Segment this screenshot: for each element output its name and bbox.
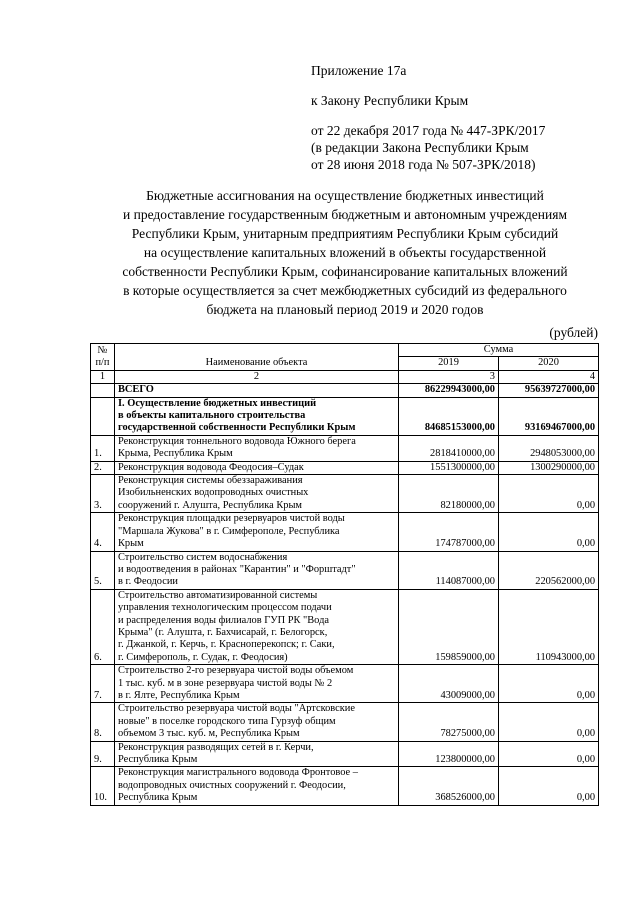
object-name xyxy=(115,665,399,703)
table-row xyxy=(91,767,599,805)
object-name xyxy=(115,703,399,741)
object-name xyxy=(115,513,399,551)
table-row xyxy=(91,551,599,589)
header-number xyxy=(91,344,115,371)
object-name-line: 1 тыс. куб. м в зоне резервуара чистой воды № 2 xyxy=(118,677,333,689)
amount-2019: 114087000,00 xyxy=(399,551,499,589)
amount-2020: 0,00 xyxy=(499,475,599,513)
amount-2020: 110943000,00 xyxy=(499,589,599,664)
object-name-line: г. Симферополь, г. Судак, г. Феодосия) xyxy=(118,651,288,663)
object-name-line: Реконструкция разводящих сетей в г. Керчи, xyxy=(118,741,314,753)
header-year-2019: 2019 xyxy=(399,357,499,370)
row-number: 8. xyxy=(91,703,115,741)
row-number: 6. xyxy=(91,589,115,664)
amount-2019: 78275000,00 xyxy=(399,703,499,741)
column-number: 2 xyxy=(115,370,399,383)
object-name-line: Республика Крым xyxy=(118,792,198,804)
row-number: 5. xyxy=(91,551,115,589)
title-line: бюджета на плановый период 2019 и 2020 годов xyxy=(206,302,484,317)
amount-2019: 368526000,00 xyxy=(399,767,499,805)
row-number: 7. xyxy=(91,665,115,703)
table-row xyxy=(91,475,599,513)
header-number-label: № xyxy=(97,345,108,356)
total-2020: 95639727000,00 xyxy=(499,384,599,397)
section-title-line: в объекты капитального строительства xyxy=(118,410,306,422)
title-line: и предоставление государственным бюджетным и автономным учреждениям xyxy=(123,207,567,222)
header-object-name: Наименование объекта xyxy=(115,344,399,371)
object-name xyxy=(115,435,399,461)
column-number: 1 xyxy=(91,370,115,383)
object-name-line: Крыма" (г. Алушта, г. Бахчисарай, г. Белогорск, xyxy=(118,626,328,638)
column-number: 3 xyxy=(399,370,499,383)
object-name-line: Республика Крым xyxy=(118,754,198,765)
amount-2019: 43009000,00 xyxy=(399,665,499,703)
amount-2020: 0,00 xyxy=(499,665,599,703)
section-2019: 84685153000,00 xyxy=(399,397,499,435)
object-name-line: в г. Ялте, Республика Крым xyxy=(118,689,240,701)
object-name-line: управления технологическим процессом подачи xyxy=(118,602,332,614)
object-name-line: Реконструкция водовода Феодосия–Судак xyxy=(118,461,304,473)
row-number: 9. xyxy=(91,741,115,767)
object-name-line: сооружений г. Алушта, Республика Крым xyxy=(118,499,302,511)
object-name-line: "Маршала Жукова" в г. Симферополе, Республика xyxy=(118,525,340,537)
object-name-line: Реконструкция площадки резервуаров чистой воды xyxy=(118,513,345,525)
object-name xyxy=(115,767,399,805)
section-title xyxy=(115,397,399,435)
object-name-line: и распределения воды филиалов ГУП РК "Вода xyxy=(118,614,329,626)
table-row xyxy=(91,741,599,767)
title-line: на осуществление капитальных вложений в объекты государственной xyxy=(143,245,547,260)
total-2019: 86229943000,00 xyxy=(399,384,499,397)
object-name-line: и водоотведения в районах "Карантин" и "Форштадт" xyxy=(118,563,356,575)
appendix-number: Приложение 17а xyxy=(311,63,407,78)
object-name-line: объемом 3 тыс. куб. м, Республика Крым xyxy=(118,728,300,740)
row-number: 2. xyxy=(91,461,115,474)
currency-unit: (рублей) xyxy=(549,325,598,340)
appendix-header xyxy=(311,62,611,173)
object-name-line: Строительство систем водоснабжения xyxy=(118,551,288,563)
section-title-line: государственной собственности Республики Крым xyxy=(118,422,356,434)
object-name-line: г. Джанкой, г. Керчь, г. Красноперекопск; г. Саки, xyxy=(118,639,335,651)
column-number: 4 xyxy=(499,370,599,383)
section-row xyxy=(91,397,599,435)
header-year-2020: 2020 xyxy=(499,357,599,370)
amount-2019: 159859000,00 xyxy=(399,589,499,664)
amount-2019: 82180000,00 xyxy=(399,475,499,513)
row-number: 10. xyxy=(91,767,115,805)
total-row xyxy=(91,384,599,397)
amount-2020: 1300290000,00 xyxy=(499,461,599,474)
amount-2020: 0,00 xyxy=(499,741,599,767)
row-number: 4. xyxy=(91,513,115,551)
section-number xyxy=(91,397,115,435)
object-name xyxy=(115,589,399,664)
amount-2020: 2948053000,00 xyxy=(499,435,599,461)
appendix-revision: (в редакции Закона Республики Крым xyxy=(311,140,529,155)
total-number xyxy=(91,384,115,397)
appendix-revision-date: от 28 июня 2018 года № 507-ЗРК/2018) xyxy=(311,157,536,172)
budget-table xyxy=(90,343,599,806)
amount-2019: 1551300000,00 xyxy=(399,461,499,474)
header-number-sublabel: п/п xyxy=(95,357,110,369)
object-name-line: в г. Феодосии xyxy=(118,576,178,588)
object-name xyxy=(115,741,399,767)
object-name xyxy=(115,475,399,513)
title-line: собственности Республики Крым, софинансирование капитальных вложений xyxy=(122,264,568,279)
object-name-line: Крыма, Республика Крым xyxy=(118,448,233,460)
table-row xyxy=(91,435,599,461)
row-number: 1. xyxy=(91,435,115,461)
amount-2019: 2818410000,00 xyxy=(399,435,499,461)
table-row xyxy=(91,513,599,551)
amount-2019: 174787000,00 xyxy=(399,513,499,551)
object-name-line: Крым xyxy=(118,538,144,550)
total-label: ВСЕГО xyxy=(115,384,399,397)
object-name xyxy=(115,551,399,589)
amount-2020: 0,00 xyxy=(499,513,599,551)
amount-2019: 123800000,00 xyxy=(399,741,499,767)
object-name-line: Строительство резервуара чистой воды "Артсковские xyxy=(118,703,355,715)
object-name xyxy=(115,461,399,474)
object-name-line: Реконструкция тоннельного водовода Южного берега xyxy=(118,435,356,447)
appendix-law: к Закону Республики Крым xyxy=(311,93,469,108)
title-line: Бюджетные ассигнования на осуществление бюджетных инвестиций xyxy=(146,188,544,203)
section-title-line: I. Осуществление бюджетных инвестиций xyxy=(118,397,317,409)
object-name-line: Строительство 2-го резервуара чистой воды объемом xyxy=(118,665,354,677)
column-number-row xyxy=(91,370,599,383)
table-row xyxy=(91,703,599,741)
amount-2020: 0,00 xyxy=(499,767,599,805)
table-header-row xyxy=(91,344,599,357)
object-name-line: водопроводных очистных сооружений г. Феодосии, xyxy=(118,779,346,791)
title-line: в которые осуществляется за счет межбюджетных субсидий из федерального xyxy=(123,283,567,298)
appendix-law-date: от 22 декабря 2017 года № 447-ЗРК/2017 xyxy=(311,123,546,138)
document-title xyxy=(80,186,610,319)
title-line: Республики Крым, унитарным предприятиям Республики Крым субсидий xyxy=(131,226,559,241)
section-2020: 93169467000,00 xyxy=(499,397,599,435)
table-row xyxy=(91,461,599,474)
row-number: 3. xyxy=(91,475,115,513)
amount-2020: 220562000,00 xyxy=(499,551,599,589)
amount-2020: 0,00 xyxy=(499,703,599,741)
header-sum: Сумма xyxy=(399,344,599,357)
object-name-line: Реконструкция системы обеззараживания xyxy=(118,475,303,487)
object-name-line: Изобильненских водопроводных очистных xyxy=(118,487,309,499)
table-row xyxy=(91,665,599,703)
object-name-line: Строительство автоматизированной системы xyxy=(118,589,318,601)
table-row xyxy=(91,589,599,664)
object-name-line: Реконструкция магистрального водовода Фронтовое – xyxy=(118,767,358,779)
object-name-line: новые" в поселке городского типа Гурзуф общим xyxy=(118,715,336,727)
